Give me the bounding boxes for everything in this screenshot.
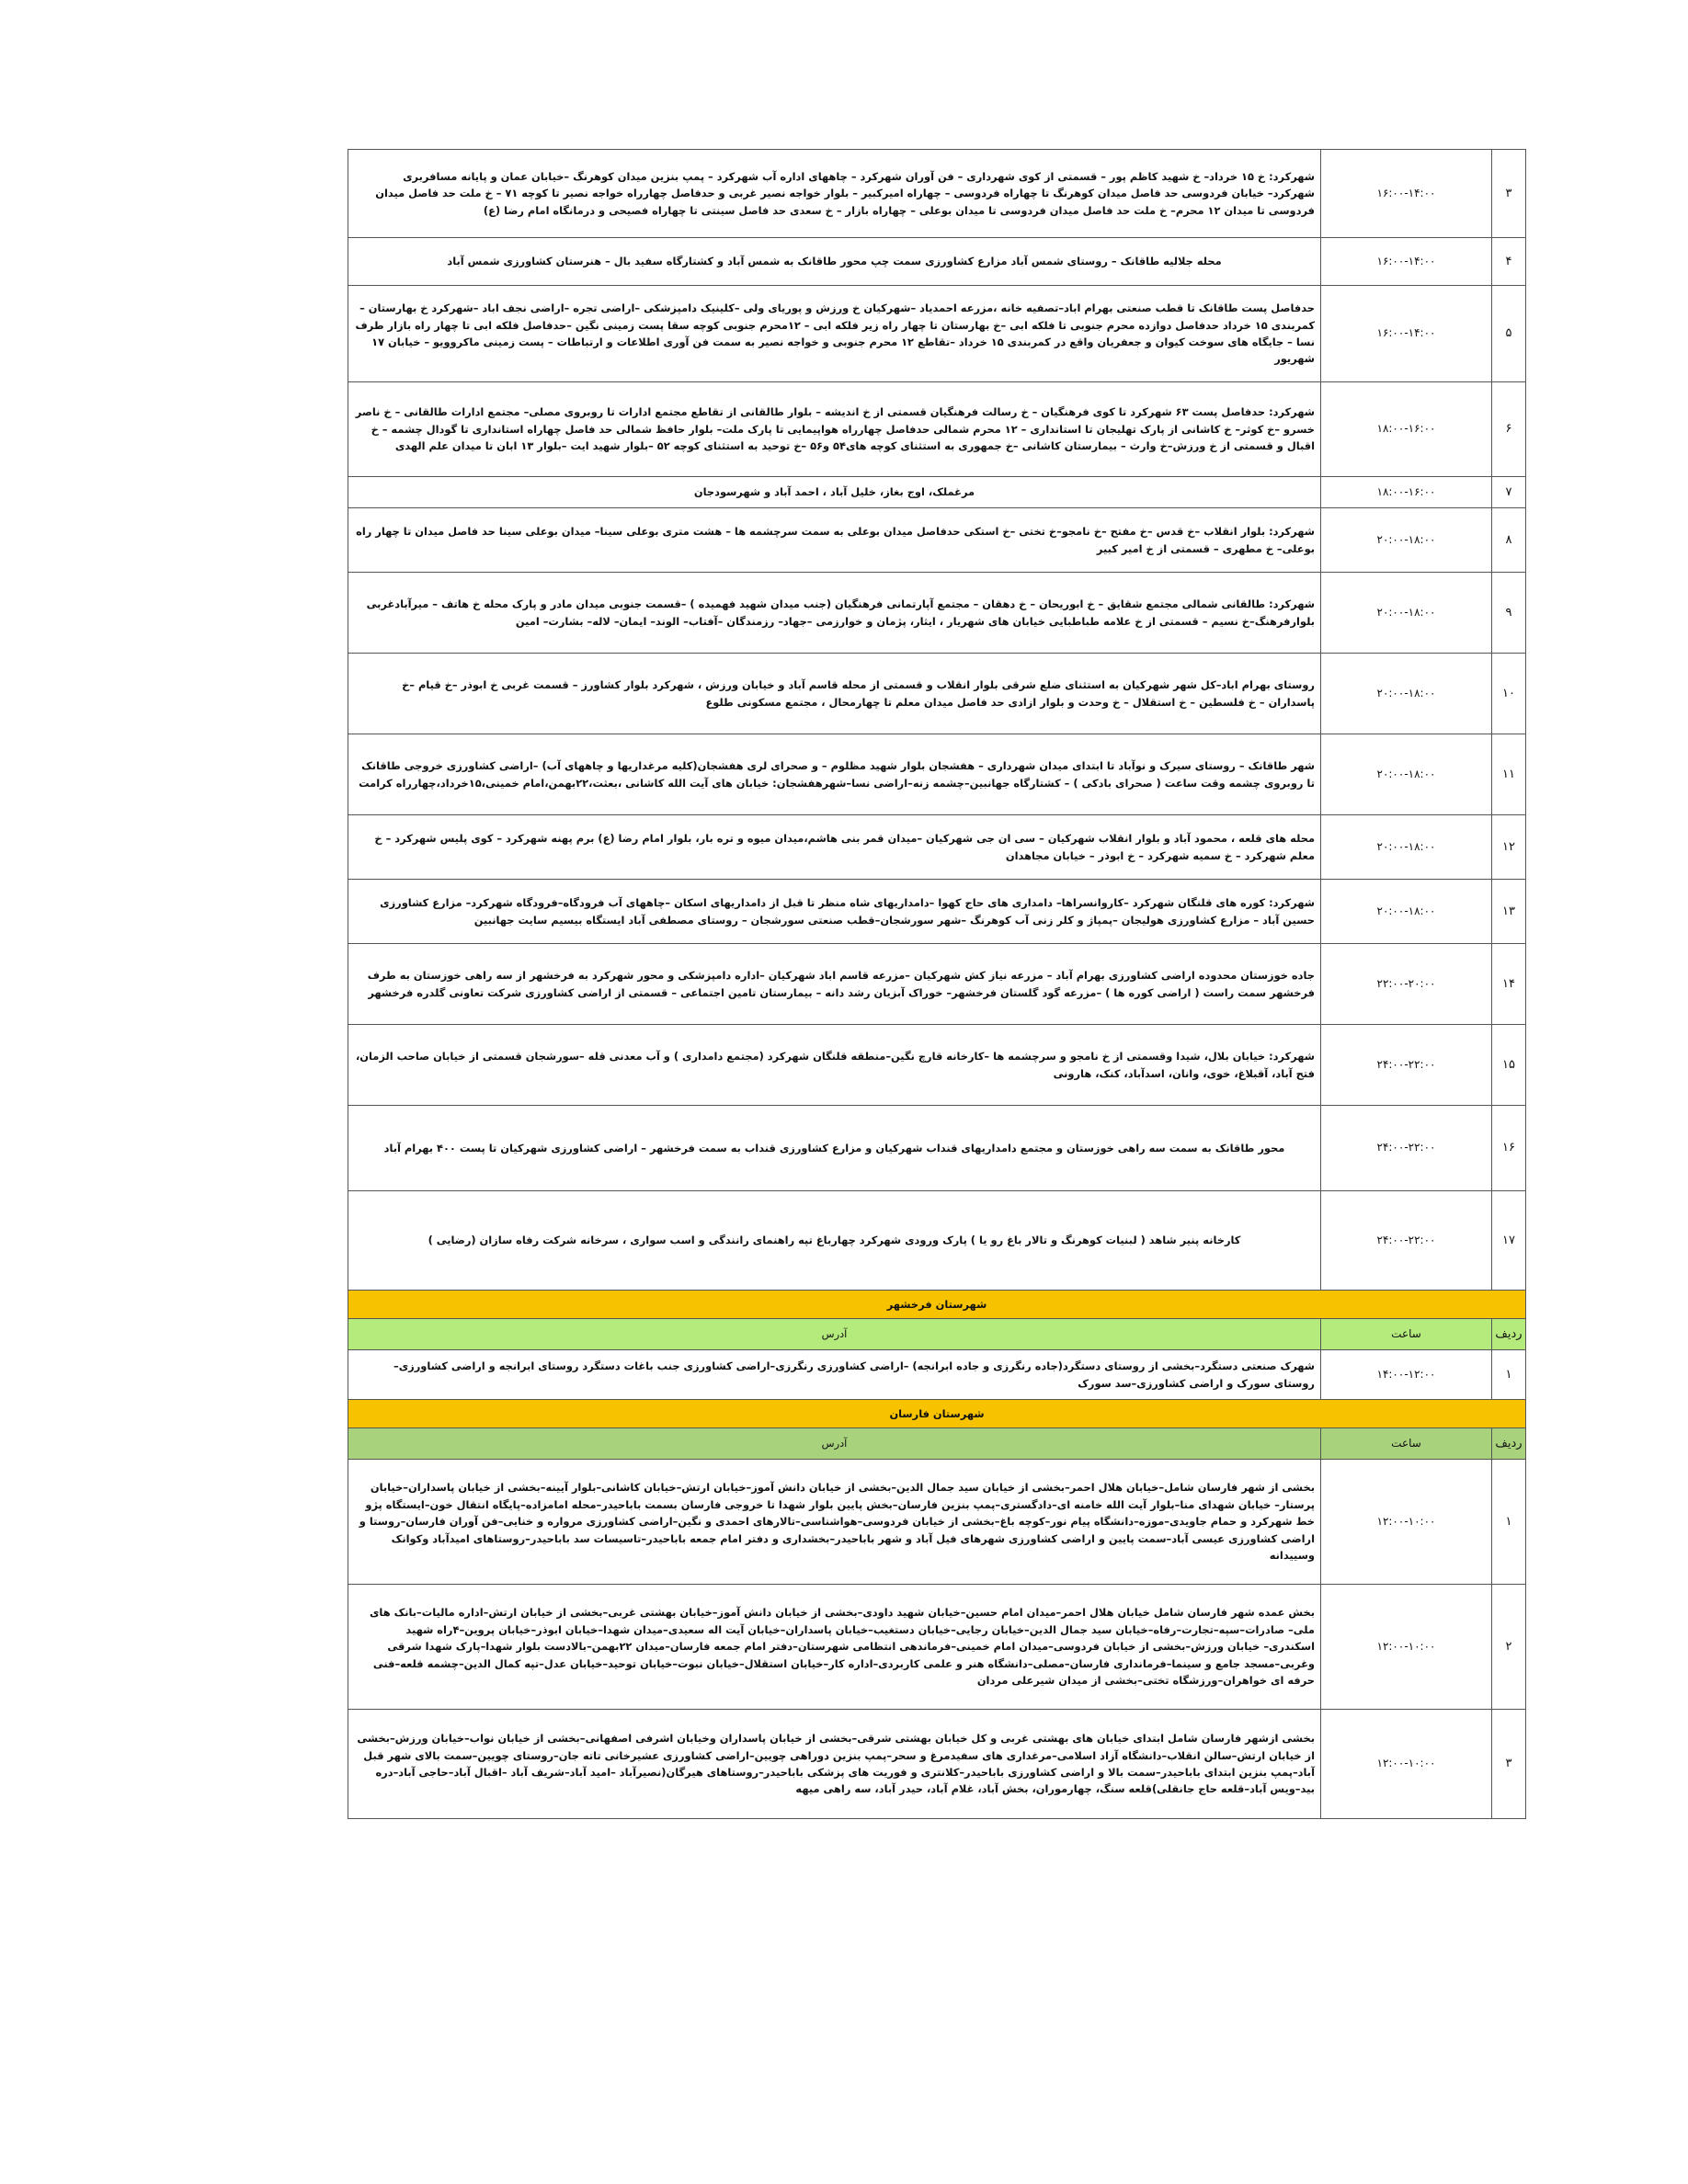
address-text: شهرکرد: بلوار انقلاب –خ قدس –خ مفتح –خ نامجو–خ تختی –خ استکی حدفاصل میدان بوعلی به سمت سرچشمه ها – هشت متری بوعلی سینا– میدان بوعلی سینا حد فاصل میدان تا چهار راه بوعلی– خ مطهری – قسمتی از خ امیر کبیر [348,508,1321,573]
address-text: بخشی ازشهر فارسان شامل ابتدای خیابان های بهشتی غربی و کل خیابان بهشتی شرقی–بخشی از خیابان پاسداران وخیابان اشرفی اصفهانی–بخشی از خیابان نواب–خیابان ورزش–بخشی از خیابان ارتش–سالن انقلاب–دانشگاه آزاد اسلامی–مرغداری های سفیدمرغ و سحر–پمپ بنزین دوراهی چویین–اراضی کشاورزی عشیرخانی تاته جان–روستای چویین–سمت بالای شهر قبل آباد–پمپ بنزین ابتدای باباحیدر–سمت بالا و اراضی کشاورزی باباحیدر–کلانتری و فوریت های پزشکی باباحیدر–روستاهای هیرگان(نصیرآباد –امید آباد–شریف آباد –اقبال آباد–حاجی آباد–دره بید–ویس آباد–قلعه حاج جانقلی)قلعه سنگ، چهارموران، بخش آباد، غلام آباد، حیدر آباد، سه راهی میهه [348,1710,1321,1819]
table-row [348,1350,1526,1400]
row-number: ۲ [1492,1585,1526,1710]
table-row [348,654,1526,734]
time-range: ۱۲:۰۰-۱۰:۰۰ [1321,1710,1492,1819]
row-number: ۱ [1492,1350,1526,1400]
outage-schedule-document [348,149,1526,1819]
county-title-row [348,1291,1526,1319]
row-number: ۳ [1492,1710,1526,1819]
header-address: آدرس [348,1319,1321,1350]
time-range: ۱۸:۰۰-۱۶:۰۰ [1321,382,1492,477]
table-row [348,1106,1526,1191]
row-number: ۱۶ [1492,1106,1526,1191]
address-text: محله های قلعه ، محمود آباد و بلوار انقلاب شهرکیان – سی ان جی شهرکیان –میدان قمر بنی هاشم،میدان میوه و تره بار، بلوار امام رضا (ع) برم پهنه شهرکرد – کوی پلیس شهرکرد – خ معلم شهرکرد – خ سمیه شهرکرد – خ ابوذر – خیابان مجاهدان [348,815,1321,880]
table-row [348,944,1526,1025]
row-number: ۹ [1492,573,1526,654]
row-number: ۱۵ [1492,1025,1526,1106]
row-number: ۱ [1492,1460,1526,1585]
time-range: ۱۲:۰۰-۱۰:۰۰ [1321,1460,1492,1585]
row-number: ۶ [1492,382,1526,477]
address-text: حدفاصل پست طاقانک تا قطب صنعتی بهرام اباد–تصفیه خانه ،مزرعه احمدیاد –شهرکیان خ ورزش و پوریای ولی –کلینیک دامپزشکی –اراضی تجره –اراضی نجف اباد –شهرکرد خ بهارستان –کمربندی ۱۵ خرداد حدفاصل دوازده محرم جنوبی تا فلکه ابی –خ بهارستان تا چهار راه زیر فلکه ابی – ۱۲محرم جنوبی کوچه سقا پست زمینی نگین –حدفاصل فلکه ابی تا چهار راه بازار طرف نسا – جایگاه های سوخت کیوان و جعفریان واقع در کمربندی ۱۵ خرداد –تقاطع ۱۲ محرم جنوبی و خواجه نصیر به سمت فن آوری اطلاعات و ارتباطات – پست زمینی ماکروویو – خیابان ۱۷ شهریور [348,286,1321,382]
address-text: شهرکرد: کوره های قلنگان شهرکرد –کاروانسراها– دامداری های حاج کهوا –دامداریهای شاه منظر تا قبل از دامداریهای اسکان –چاههای آب فرودگاه–فرودگاه شهرکرد– مزارع کشاورزی حسین آباد – مزارع کشاورزی هولیجان –پمپاژ و کلر زنی آب کوهرنگ –شهر سورشجان–قطب صنعتی سورشجان – روستای مصطفی آباد ایستگاه بیسیم سایت جهانبین [348,880,1321,944]
time-range: ۲۰:۰۰-۱۸:۰۰ [1321,573,1492,654]
county-title: شهرستان فارسان [348,1400,1526,1428]
header-row-number: ردیف [1492,1428,1526,1460]
column-header-row [348,1428,1526,1460]
table-row [348,880,1526,944]
address-text: شهرکرد: خیابان بلال، شیدا وقسمتی از خ نامجو و سرچشمه ها –کارخانه قارچ نگین–منطقه قلنگان شهرکرد (مجتمع دامداری ) و آب معدنی قله –سورشجان قسمتی از خیابان صاحب الزمان، فتح آباد، آقبلاغ، خوی، وانان، اسدآباد، کنک، هارونی [348,1025,1321,1106]
table-row [348,150,1526,238]
row-number: ۱۳ [1492,880,1526,944]
time-range: ۱۴:۰۰-۱۲:۰۰ [1321,1350,1492,1400]
table-row [348,382,1526,477]
table-row [348,286,1526,382]
time-range: ۲۰:۰۰-۱۸:۰۰ [1321,734,1492,815]
row-number: ۱۲ [1492,815,1526,880]
time-range: ۱۶:۰۰-۱۴:۰۰ [1321,150,1492,238]
table-row [348,815,1526,880]
time-range: ۲۰:۰۰-۱۸:۰۰ [1321,654,1492,734]
time-range: ۱۶:۰۰-۱۴:۰۰ [1321,238,1492,286]
header-row-number: ردیف [1492,1319,1526,1350]
table-row [348,1025,1526,1106]
row-number: ۳ [1492,150,1526,238]
address-text: بخش عمده شهر فارسان شامل خیابان هلال احمر–میدان امام حسین–خیابان شهید داودی–بخشی از خیابان دانش آموز–خیابان بهشتی غربی–بخشی از خیابان ارتش–اداره مالیات–بانک های ملی– صادرات–سپه–تجارت–رفاه–خیابان سید جمال الدین–خیابان رجایی–خیابان دستغیب–خیابان پاسداران–خیابان آیت اله سعیدی–میدان شهدا–خیابان ابوذر–خیابان پروین–۴راه شهید اسکندری– خیابان ورزش–بخشی از خیابان فردوسی–میدان امام خمینی–فرماندهی انتظامی شهرستان–دفتر امام جمعه فارسان–میدان ۲۲بهمن–بالادست بلوار شهدا–پارک شهدا شرقی وغربی–مسجد جامع و سینما–فرمانداری فارسان–مصلی–دانشگاه هنر و علمی کاربردی–اداره کار–خیابان استقلال–خیابان نبوت–خیابان توحید–خیابان عدل–تپه کمال الدین–چشمه قلعه–فنی حرفه ای خواهران–ورزشگاه تختی–بخشی از میدان شیرعلی مردان [348,1585,1321,1710]
outage-schedule-table [348,149,1526,1819]
row-number: ۵ [1492,286,1526,382]
time-range: ۱۲:۰۰-۱۰:۰۰ [1321,1585,1492,1710]
table-row [348,1710,1526,1819]
time-range: ۲۴:۰۰-۲۲:۰۰ [1321,1191,1492,1291]
address-text: شهر طاقانک – روستای سیرک و نوآباد تا ابتدای میدان شهرداری – هفشجان بلوار شهید مظلوم – و صحرای لری هفشجان(کلیه مرغداریها و چاههای آب) –اراضی کشاورزی خروجی طاقانک تا روبروی چشمه وقت ساعت ( صحرای بادکی ) – کشتارگاه جهانبین–چشمه زنه–اراضی نسا–شهرهفشجان: خیابان های آیت الله کاشانی ،بعثت،۲۲بهمن،امام خمینی،۱۵خرداد،چهارراه کرامت [348,734,1321,815]
table-row [348,238,1526,286]
time-range: ۲۴:۰۰-۲۲:۰۰ [1321,1025,1492,1106]
header-address: آدرس [348,1428,1321,1460]
header-time: ساعت [1321,1319,1492,1350]
table-row [348,1585,1526,1710]
table-row [348,1191,1526,1291]
time-range: ۲۰:۰۰-۱۸:۰۰ [1321,815,1492,880]
table-row [348,573,1526,654]
row-number: ۱۴ [1492,944,1526,1025]
row-number: ۴ [1492,238,1526,286]
table-row [348,1460,1526,1585]
table-row [348,734,1526,815]
time-range: ۲۲:۰۰-۲۰:۰۰ [1321,944,1492,1025]
time-range: ۱۶:۰۰-۱۴:۰۰ [1321,286,1492,382]
time-range: ۲۰:۰۰-۱۸:۰۰ [1321,880,1492,944]
time-range: ۲۰:۰۰-۱۸:۰۰ [1321,508,1492,573]
address-text: کارخانه پنیر شاهد ( لبنیات کوهرنگ و تالار باغ رو یا ) پارک ورودی شهرکرد چهارباغ تپه راهنمای رانندگی و اسب سواری ، سرخانه شرکت رفاه سازان (رضایی ) [348,1191,1321,1291]
table-row [348,477,1526,508]
address-text: بخشی از شهر فارسان شامل–خیابان هلال احمر–بخشی از خیابان سید جمال الدین–بخشی از خیابان دانش آموز–خیابان ارتش–خیابان کاشانی–بلوار آیینه–بخشی از خیابان پاسداران–خیابان پرستار– خیابان شهدای منا–بلوار آیت الله خامنه ای–دادگستری–پمپ بنزین فارسان–بخش پایین بلوار شهدا تا خروجی فارسان بسمت باباحیدر–محله امامزاده–پایگاه انتقال خون–ایستگاه پژو خط شهرکرد و حمام جاویدی–موزه–دانشگاه پیام نور–کوچه باغ–بخشی از خیابان فردوسی–هواشناسی–تالارهای احمدی و نگین–اراضی کشاورزی مرواره و خنایی–فن آوران فارسان–روستا و اراضی کشاورزی عیسی آباد–سمت پایین و اراضی کشاورزی شهرهای فیل آباد و شهر باباحیدر–بخشداری و دفتر امام جمعه باباحیدر–تاسیسات سد باباحیدر–روستاهای امیدآباد وکوانک وسییدانه [348,1460,1321,1585]
row-number: ۱۱ [1492,734,1526,815]
address-text: شهرکرد: خ ۱۵ خرداد– خ شهید کاظم پور – قسمتی از کوی شهرداری – فن آوران شهرکرد – چاههای اداره آب شهرکرد – پمپ بنزین میدان کوهرنگ –خیابان عمان و پایانه مسافربری شهرکرد– خیابان فردوسی حد فاصل میدان کوهرنگ تا چهاراه فردوسی – چهاراه امیرکبیر – بلوار خواجه نصیر غربی و حدفاصل چهارراه خواجه نصیر تا کوچه ۷۱ – خ ملت حد فاصل میدان فردوسی تا میدان ۱۲ محرم– خ ملت حد فاصل میدان فردوسی تا میدان بوعلی – چهاراه بازار – خ سعدی حد فاصل سینتی تا چهاراه فصیحی و درمانگاه امام رضا (ع) [348,150,1321,238]
schedule-table-body [348,150,1526,1819]
time-range: ۱۸:۰۰-۱۶:۰۰ [1321,477,1492,508]
address-text: روستای بهرام اباد–کل شهر شهرکیان به استثنای ضلع شرقی بلوار انقلاب و قسمتی از محله قاسم آباد و خیابان ورزش ، شهرکرد بلوار کشاورز – قسمت غربی خ ابوذر –خ قیام –خ پاسداران – خ فلسطین – خ استقلال – خ وحدت و بلوار ازادی حد فاصل میدان معلم تا چهارمحال ، مجتمع مسکونی طلوع [348,654,1321,734]
row-number: ۱۷ [1492,1191,1526,1291]
address-text: جاده خوزستان محدوده اراضی کشاورزی بهرام آباد – مزرعه نیاز کش شهرکیان –مزرعه قاسم اباد شهرکیان –اداره دامپزشکی و محور شهرکرد به فرخشهر از سه راهی خوزستان به طرف فرخشهر سمت راست ( اراضی کوره ها ) –مزرعه گود گلستان فرخشهر– خوراک آبزیان رشد دانه – بیمارستان تامین اجتماعی – قسمتی از اراضی کشاورزی شرکت تعاونی گلدره فرخشهر [348,944,1321,1025]
county-title-row [348,1400,1526,1428]
header-time: ساعت [1321,1428,1492,1460]
address-text: شهرکرد: حدفاصل پست ۶۳ شهرکرد تا کوی فرهنگیان – خ رسالت فرهنگیان قسمتی از خ اندیشه – بلوار طالقانی از تقاطع مجتمع ادارات تا روبروی مصلی– مجتمع ادارات طالقانی – خ ناصر خسرو –خ کوثر– خ کاشانی از پارک تهلیجان تا استانداری – ۱۲ محرم شمالی حدفاصل چهارراه هواپیمایی تا پارک ملت– بلوار حافظ شمالی حد فاصل چهاراه استانداری تا گودال چشمه – خ اقبال و قسمتی از خ ورزش–خ وارث – بیمارستان کاشانی –خ جمهوری به استثنای کوچه های۵۴ و۵۶ –خ توحید به استثنای کوچه ۵۲ –بلوار شهید ایت –بلوار ۱۳ ابان تا میدان علم الهدی [348,382,1321,477]
row-number: ۸ [1492,508,1526,573]
column-header-row [348,1319,1526,1350]
address-text: محور طاقانک به سمت سه راهی خوزستان و مجتمع دامداریهای قنداب شهرکیان و مزارع کشاورزی قنداب به سمت فرخشهر – اراضی کشاورزی شهرکیان تا پست ۴۰۰ بهرام آباد [348,1106,1321,1191]
row-number: ۷ [1492,477,1526,508]
county-title: شهرستان فرخشهر [348,1291,1526,1319]
address-text: محله جلالیه طاقانک – روستای شمس آباد مزارع کشاورزی سمت چپ محور طاقانک به شمس آباد و کشتارگاه سفید بال – هنرستان کشاورزی شمس آباد [348,238,1321,286]
time-range: ۲۴:۰۰-۲۲:۰۰ [1321,1106,1492,1191]
row-number: ۱۰ [1492,654,1526,734]
address-text: شهرکرد: طالقانی شمالی مجتمع شقایق – خ ابوریحان – خ دهقان – مجتمع آپارتمانی فرهنگیان (جنب میدان شهید فهمیده ) –قسمت جنوبی میدان مادر و پارک محله خ هاتف – میرآبادغربی بلوارفرهنگ–خ نسیم – قسمتی از خ علامه طباطبایی خیابان های شهریار ، ایثار، پژمان و خوارزمی –جهاد– رزمندگان –آفتاب– الوند– ایمان– لاله– بشارت– امین [348,573,1321,654]
table-row [348,508,1526,573]
address-text: مرغملک، اوج بغاز، خلیل آباد ، احمد آباد و شهرسودجان [348,477,1321,508]
address-text: شهرک صنعتی دستگرد–بخشی از روستای دستگرد(جاده رنگرزی و جاده ابرانجه) –اراضی کشاورزی رنگرزی–اراضی کشاورزی جنب باغات دستگرد روستای ابرانجه و اراضی کشاورزی–روستای سورک و اراضی کشاورزی–سد سورک [348,1350,1321,1400]
